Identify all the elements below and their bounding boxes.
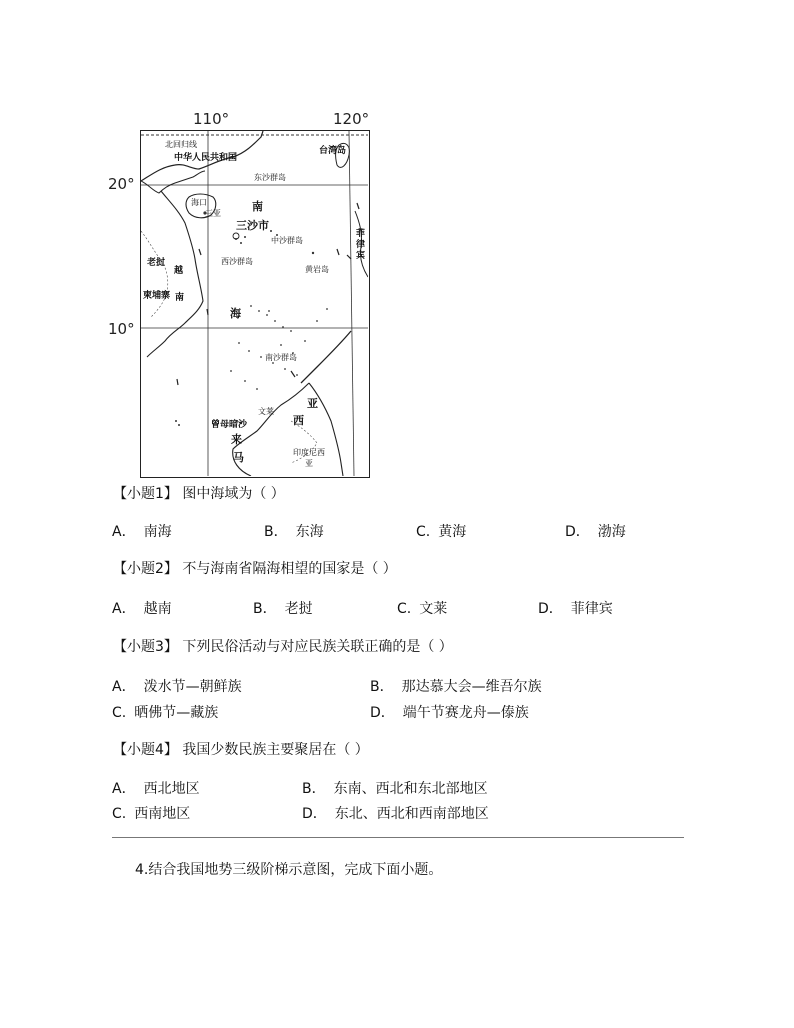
hai-label: 海 [230, 307, 241, 320]
section-divider [112, 837, 684, 838]
option-text: 黄海 [438, 524, 467, 540]
question-3-stem: 【小题3】 下列民俗活动与对应民族关联正确的是（ ） [113, 639, 453, 655]
option-key: C. [112, 806, 127, 822]
option-text: 端午节赛龙舟—傣族 [402, 705, 529, 721]
option-text: 文莱 [419, 601, 448, 617]
ya-label: 亚 [307, 397, 318, 410]
option-text: 南海 [143, 524, 172, 540]
question-1-stem: 【小题1】 图中海域为（ ） [113, 486, 285, 502]
zhongsha-label: 中沙群岛 [271, 236, 303, 245]
option-key: A． [112, 679, 136, 695]
china-label: 中华人民共和国 [174, 153, 238, 163]
q3-option-c [112, 702, 218, 722]
q1-option-a [112, 521, 172, 541]
lat-20-label: 20° [108, 175, 135, 193]
option-key: D． [565, 524, 590, 540]
xisha-label: 西沙群岛 [221, 257, 253, 266]
option-key: B． [370, 679, 394, 695]
dongsha-label: 东沙群岛 [254, 173, 286, 182]
q4-option-b [302, 778, 488, 798]
cambodia-label: 柬埔寨 [143, 291, 171, 301]
haikou-label: 海口 [191, 198, 207, 207]
question-2-stem: 【小题2】 不与海南省隔海相望的国家是（ ） [113, 561, 397, 577]
q3-option-d [370, 702, 529, 722]
zengmu-label: 曾母暗沙 [211, 420, 248, 430]
option-key: C. [112, 705, 127, 721]
option-text: 越南 [143, 601, 172, 617]
indonesia-label: 印度尼西亚 [293, 448, 325, 468]
q1-option-d [565, 521, 626, 541]
option-text: 东海 [295, 524, 324, 540]
tropic-label: 北回归线 [165, 140, 197, 149]
lai-label: 来 [231, 433, 242, 446]
q2-option-b [253, 598, 313, 618]
option-key: A． [112, 781, 136, 797]
yue-label: 越 [174, 266, 184, 276]
option-text: 晒佛节—藏族 [134, 705, 219, 721]
option-key: C. [416, 524, 431, 540]
option-text: 老挝 [284, 601, 313, 617]
option-key: A． [112, 524, 136, 540]
philippines-label: 菲律宾 [356, 229, 366, 261]
option-key: C. [397, 601, 412, 617]
option-text: 那达慕大会—维吾尔族 [401, 679, 542, 695]
ma-label: 马 [233, 451, 244, 464]
option-text: 渤海 [597, 524, 626, 540]
option-key: A． [112, 601, 136, 617]
nan2-label: 南 [175, 293, 185, 303]
south-china-sea-map [140, 130, 370, 478]
brunei-label: 文莱 [258, 407, 274, 416]
question-4-stem: 【小题4】 我国少数民族主要聚居在（ ） [113, 742, 369, 758]
q3-option-a [112, 676, 242, 696]
lon-110-label: 110° [193, 110, 230, 128]
huangyan-label: 黄岩岛 [305, 265, 329, 274]
q3-option-b [370, 676, 542, 696]
option-text: 泼水节—朝鲜族 [143, 679, 242, 695]
q4-option-d [302, 803, 489, 823]
option-text: 西南地区 [134, 806, 191, 822]
q1-option-b [264, 521, 324, 541]
option-key: D． [302, 806, 327, 822]
option-text: 东北、西北和西南部地区 [334, 806, 489, 822]
q1-option-c [416, 521, 466, 541]
option-key: D． [538, 601, 563, 617]
sansha-label: 三沙市 [236, 219, 269, 232]
sanya-label: 三亚 [205, 209, 221, 218]
option-key: D． [370, 705, 395, 721]
q2-option-d [538, 598, 613, 618]
q2-option-a [112, 598, 172, 618]
option-key: B． [253, 601, 277, 617]
laos-label: 老挝 [147, 258, 166, 268]
option-text: 东南、西北和东北部地区 [333, 781, 488, 797]
q4-option-c [112, 803, 190, 823]
q4-option-a [112, 778, 200, 798]
next-section-heading: 4.结合我国地势三级阶梯示意图，完成下面小题。 [135, 862, 443, 878]
option-key: B． [264, 524, 288, 540]
option-key: B． [302, 781, 326, 797]
lat-10-label: 10° [108, 320, 135, 338]
lon-120-label: 120° [333, 110, 370, 128]
nan-label: 南 [252, 200, 263, 213]
q2-option-c [397, 598, 447, 618]
option-text: 菲律宾 [570, 601, 613, 617]
xi-label: 西 [293, 414, 304, 427]
nansha-label: 南沙群岛 [265, 353, 297, 362]
option-text: 西北地区 [143, 781, 200, 797]
taiwan-label: 台湾岛 [319, 146, 347, 156]
